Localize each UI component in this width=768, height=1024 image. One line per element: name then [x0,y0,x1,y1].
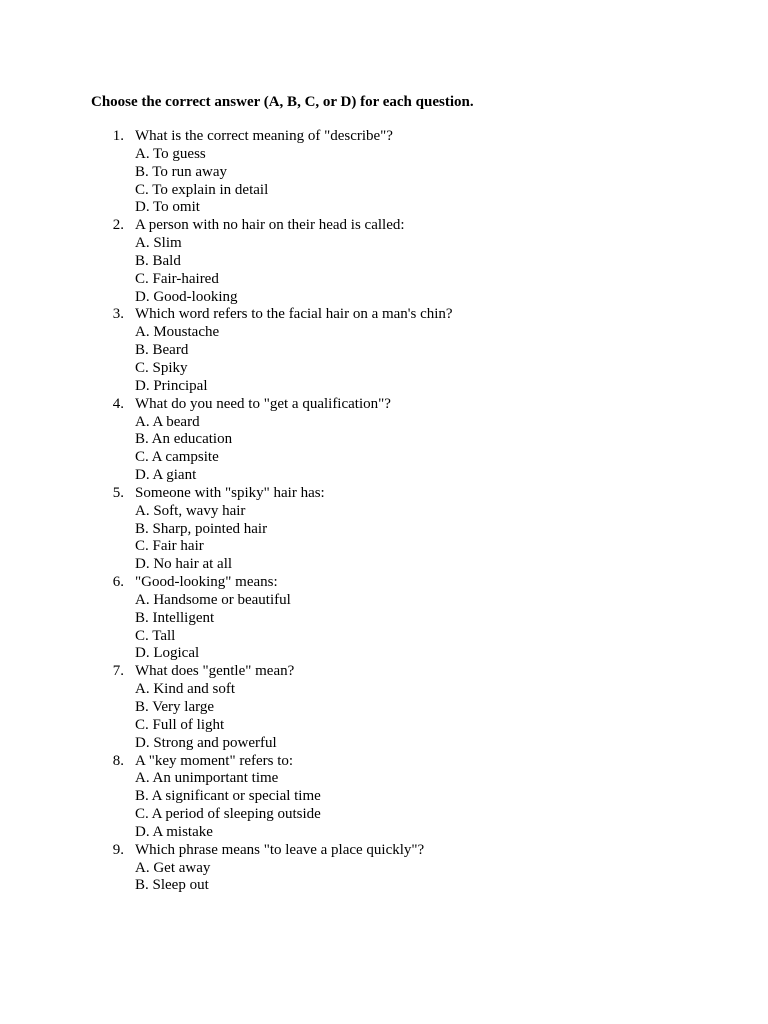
question-item [100,485,720,574]
answer-option: D. Principal [135,377,208,394]
question-number: 3. [112,306,124,323]
answer-option: A. Kind and soft [135,681,235,698]
answer-option: A. Soft, wavy hair [135,502,246,519]
answer-option: B. A significant or special time [135,788,321,805]
question-text: What does "gentle" mean? [135,663,295,680]
answer-option: C. A campsite [135,449,219,466]
question-number: 6. [112,574,124,591]
question-number: 1. [112,128,124,144]
answer-option: A. Slim [135,235,182,252]
answer-option: B. Intelligent [135,609,215,626]
question-list [100,128,720,895]
answer-option: C. Tall [135,627,176,644]
answer-option: A. Get away [135,859,211,876]
answer-option: C. Fair-haired [135,270,219,287]
answer-option: B. An education [135,431,233,448]
question-item [100,842,720,896]
question-number: 5. [112,484,124,501]
question-text: Which word refers to the facial hair on a man's chin? [135,306,453,323]
answer-option: B. Beard [135,342,189,359]
question-text: Which phrase means "to leave a place quickly"? [135,841,425,858]
answer-option: D. Strong and powerful [135,734,277,751]
answer-option: C. Fair hair [135,538,204,555]
answer-option: B. Sharp, pointed hair [135,520,268,537]
answer-option: A. Moustache [135,324,220,341]
question-item [100,753,720,842]
answer-option: B. Very large [135,699,215,715]
answer-option: D. A giant [135,467,197,484]
question-item [100,306,720,395]
answer-option: A. Handsome or beautiful [135,591,291,608]
answer-option: B. Bald [135,252,181,269]
answer-option: B. To run away [135,163,227,180]
question-text: What is the correct meaning of "describe"? [135,128,393,144]
answer-option: C. To explain in detail [135,181,269,198]
question-item [100,663,720,752]
answer-option: C. Spiky [135,359,188,376]
answer-option: D. A mistake [135,823,213,840]
question-text: What do you need to "get a qualification"? [135,395,391,412]
answer-option: A. An unimportant time [135,770,279,787]
question-item [100,217,720,306]
question-number: 8. [112,752,124,769]
question-text: A "key moment" refers to: [135,752,294,769]
question-number: 9. [112,841,124,858]
question-item [100,574,720,663]
answer-option: C. A period of sleeping outside [135,806,321,823]
question-number: 4. [112,395,124,412]
answer-option: A. To guess [135,145,206,162]
answer-option: D. To omit [135,199,200,216]
question-text: Someone with "spiky" hair has: [135,484,325,501]
question-number: 2. [112,217,124,234]
answer-option: A. A beard [135,413,200,430]
answer-option: D. Good-looking [135,288,238,305]
answer-option: D. Logical [135,645,200,662]
question-number: 7. [112,663,124,680]
instruction-heading: Choose the correct answer (A, B, C, or D) for each question. [91,94,474,110]
question-text: A person with no hair on their head is called: [135,217,405,234]
question-item [100,396,720,485]
answer-option: D. No hair at all [135,556,233,573]
question-text: "Good-looking" means: [135,574,278,591]
question-item [100,128,720,217]
answer-option: C. Full of light [135,716,225,733]
answer-option: B. Sleep out [135,877,209,894]
